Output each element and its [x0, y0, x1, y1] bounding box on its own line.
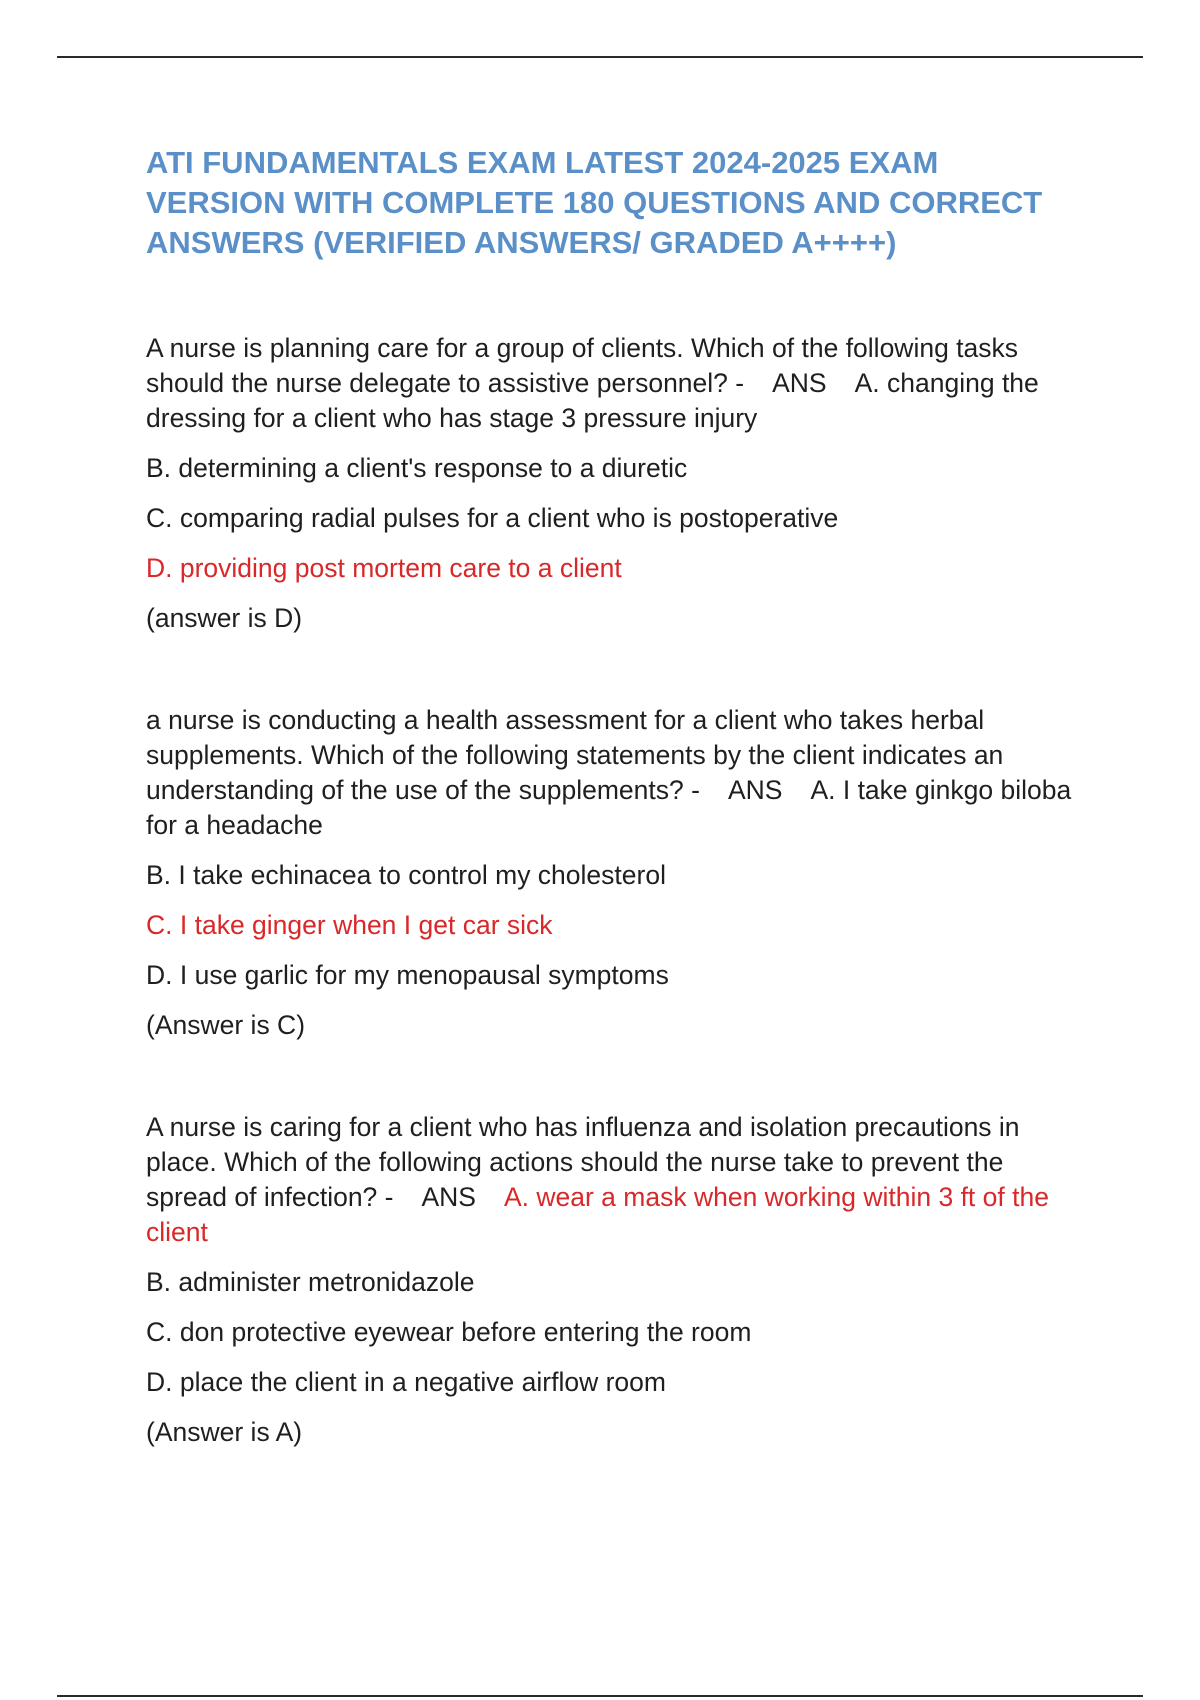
top-rule — [57, 56, 1143, 58]
option-c: C. comparing radial pulses for a client who is postoperative — [146, 503, 839, 533]
ans-label: ANS — [772, 368, 827, 398]
option-b: B. administer metronidazole — [146, 1267, 475, 1297]
bottom-rule — [57, 1695, 1143, 1697]
question-stem-text: a nurse is conducting a health assessment for a client who takes herbal supplements. Which of the following statements by the client indicates an understanding of the use of the supplements? - — [146, 705, 1004, 805]
question-stem — [146, 703, 1086, 843]
option-d: D. I use garlic for my menopausal symptoms — [146, 960, 669, 990]
question-stem-text: A nurse is caring for a client who has influenza and isolation precautions in place. Which of the following actions should the nurse take to prevent the spread of infection? - — [146, 1112, 1020, 1212]
ans-label: ANS — [421, 1182, 476, 1212]
answer-note: (Answer is C) — [146, 1010, 306, 1040]
page-content — [146, 143, 1086, 1450]
option-a: A. changing the dressing for a client who has stage 3 pressure injury — [146, 368, 1039, 433]
answer-note: (answer is D) — [146, 603, 303, 633]
document-title: ATI FUNDAMENTALS EXAM LATEST 2024-2025 EXAM VERSION WITH COMPLETE 180 QUESTIONS AND CORRECT ANSWERS (VERIFIED ANSWERS/ GRADED A++++) — [146, 145, 1043, 260]
question-stem — [146, 1110, 1086, 1250]
option-d: D. place the client in a negative airflow room — [146, 1367, 666, 1397]
option-d-correct: D. providing post mortem care to a client — [146, 553, 622, 583]
question-block-2 — [146, 703, 1086, 1043]
option-a: A. I take ginkgo biloba for a headache — [146, 775, 1072, 840]
ans-label: ANS — [727, 775, 783, 805]
answer-note: (Answer is A) — [146, 1417, 303, 1447]
option-a-correct: A. wear a mask when working within 3 ft of the client — [146, 1182, 1049, 1247]
question-stem-text: A nurse is planning care for a group of clients. Which of the following tasks should the nurse delegate to assistive personnel? - — [146, 333, 1019, 398]
option-b: B. I take echinacea to control my cholesterol — [146, 860, 666, 890]
question-stem — [146, 331, 1086, 436]
option-c: C. don protective eyewear before entering the room — [146, 1317, 752, 1347]
option-c-correct: C. I take ginger when I get car sick — [146, 910, 553, 940]
question-block-1 — [146, 331, 1086, 636]
question-block-3 — [146, 1110, 1086, 1450]
option-b: B. determining a client's response to a diuretic — [146, 453, 688, 483]
